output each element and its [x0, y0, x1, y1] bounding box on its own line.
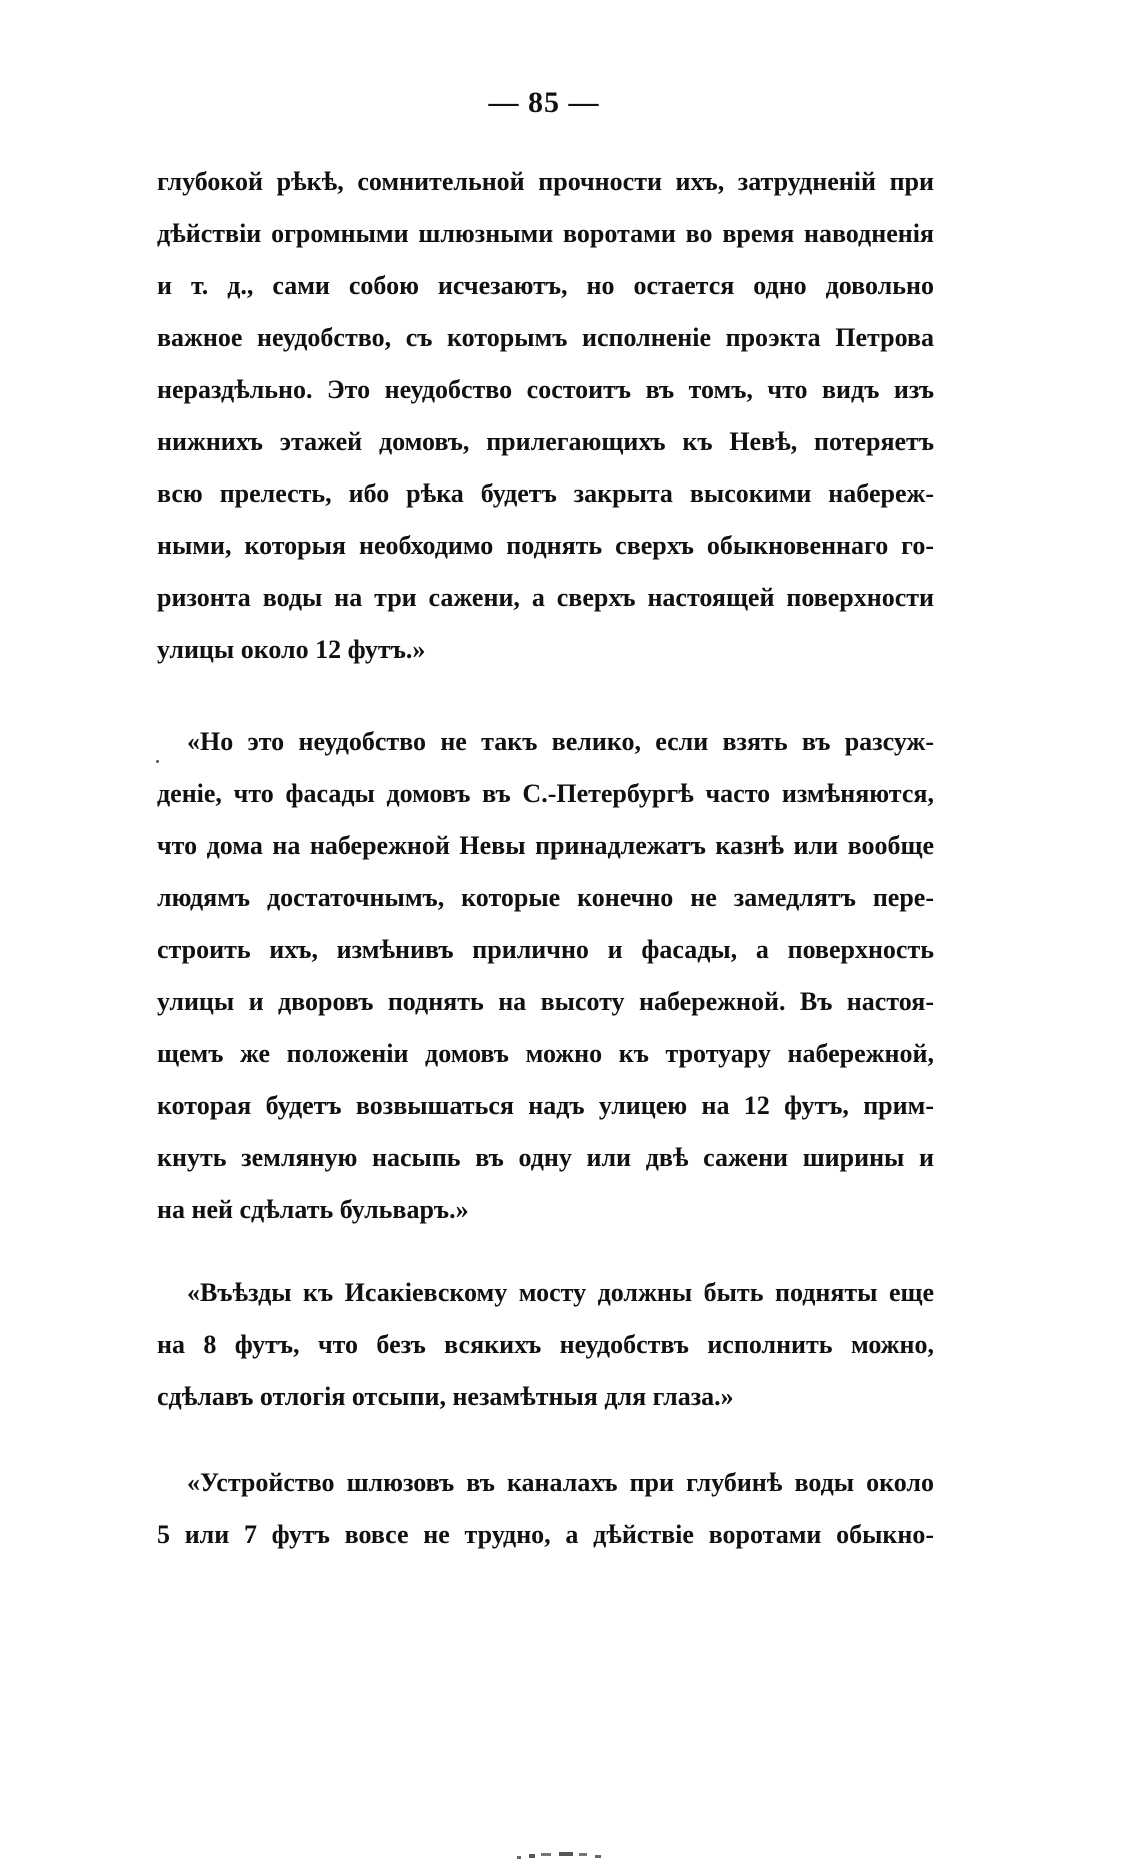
page-number: — 85 — — [488, 86, 600, 119]
text-line: 5 или 7 футъ вовсе не трудно, а дѣйствіе воротами обыкно- — [157, 1520, 934, 1549]
text-line: которая будетъ возвышаться надъ улицею на 12 футъ, прим- — [157, 1091, 934, 1120]
print-smudge-mark — [515, 1850, 625, 1864]
text-line: важное неудобство, съ которымъ исполненіе проэкта Петрова — [157, 323, 934, 352]
paragraph-2 — [157, 716, 934, 1236]
text-line: сдѣлавъ отлогія отсыпи, незамѣтныя для глаза.» — [157, 1382, 734, 1411]
text-line: улицы около 12 футъ.» — [157, 635, 426, 664]
text-line: «Въѣзды къ Исакіевскому мосту должны быть подняты еще — [187, 1278, 934, 1307]
text-line: дѣйствіи огромными шлюзными воротами во время наводненія — [157, 219, 934, 248]
text-line: что дома на набережной Невы принадлежатъ казнѣ или вообще — [157, 831, 934, 860]
text-line: улицы и дворовъ поднять на высоту набережной. Въ настоя- — [157, 987, 934, 1016]
text-line: строить ихъ, измѣнивъ прилично и фасады, а поверхность — [157, 935, 934, 964]
paragraph-1 — [157, 156, 934, 676]
text-line: глубокой рѣкѣ, сомнительной прочности ихъ, затрудненій при — [157, 167, 934, 196]
text-line: ными, которыя необходимо поднять сверхъ обыкновеннаго го- — [157, 531, 934, 560]
text-line: кнуть земляную насыпь въ одну или двѣ сажени ширины и — [157, 1143, 934, 1172]
text-line: и т. д., сами собою исчезаютъ, но остается одно довольно — [157, 271, 934, 300]
text-line: людямъ достаточнымъ, которые конечно не замедлятъ пере- — [157, 883, 934, 912]
text-line: всю прелесть, ибо рѣка будетъ закрыта высокими набереж- — [157, 479, 934, 508]
text-line: на ней сдѣлать бульваръ.» — [157, 1195, 469, 1224]
text-line: «Устройство шлюзовъ въ каналахъ при глубинѣ воды около — [187, 1468, 934, 1497]
text-line: нераздѣльно. Это неудобство состоитъ въ томъ, что видъ изъ — [157, 375, 934, 404]
text-line: деніе, что фасады домовъ въ С.-Петербургѣ часто измѣняются, — [157, 779, 934, 808]
text-line: «Но это неудобство не такъ велико, если взять въ разсуж- — [187, 727, 934, 756]
text-line: ризонта воды на три сажени, а сверхъ настоящей поверхности — [157, 583, 934, 612]
paragraph-4 — [157, 1457, 934, 1561]
text-line: на 8 футъ, что безъ всякихъ неудобствъ исполнить можно, — [157, 1330, 934, 1359]
text-line: нижнихъ этажей домовъ, прилегающихъ къ Невѣ, потеряетъ — [157, 427, 934, 456]
text-line: щемъ же положеніи домовъ можно къ тротуару набережной, — [157, 1039, 934, 1068]
paragraph-3 — [157, 1267, 934, 1423]
